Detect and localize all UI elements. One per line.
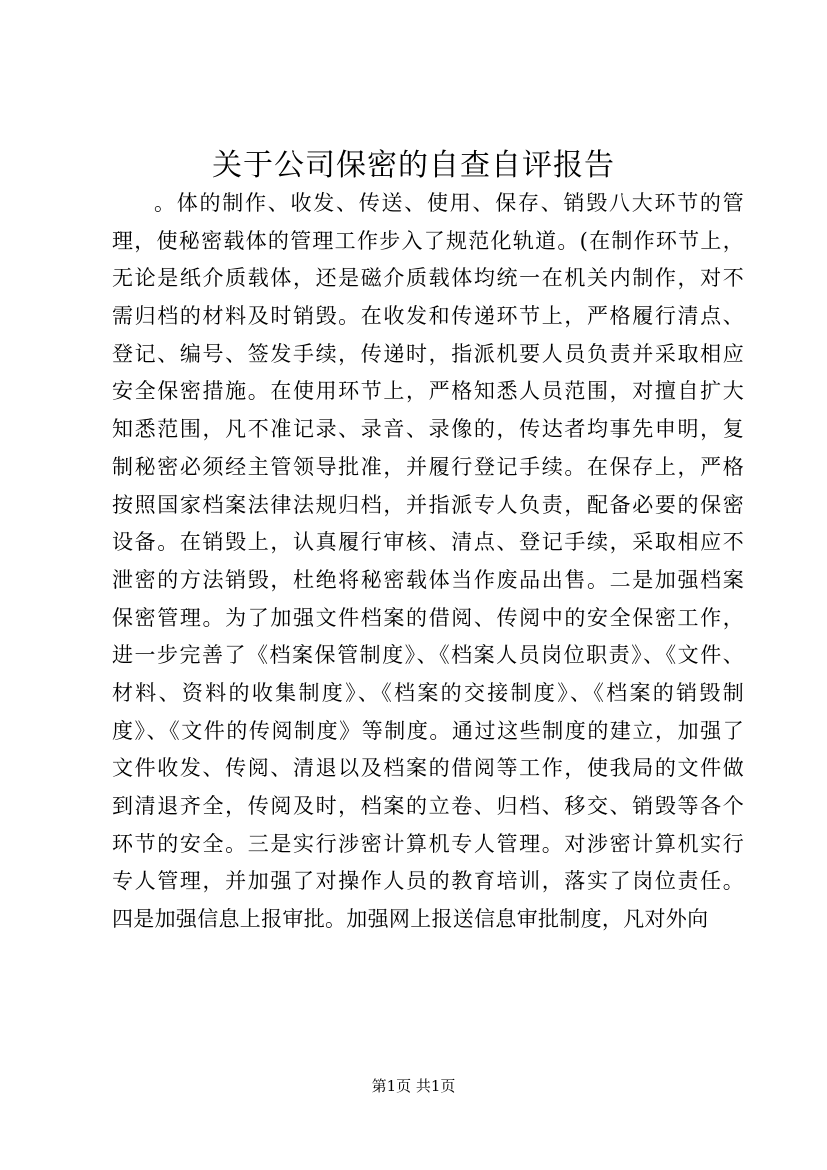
page-footer: 第1页 共1页 <box>371 1077 456 1095</box>
body-line: 设备。在销毁上，认真履行审核、清点、登记手续，采取相应不 <box>112 530 744 555</box>
body-line: 四是加强信息上报审批。加强网上报送信息审批制度，凡对外向 <box>112 907 709 932</box>
document-body <box>112 185 744 939</box>
body-line: 度》、《文件的传阅制度》等制度。通过这些制度的建立，加强了 <box>112 718 744 743</box>
body-line: 文件收发、传阅、清退以及档案的借阅等工作，使我局的文件做 <box>112 756 744 781</box>
body-line: 登记、编号、签发手续，传递时，指派机要人员负责并采取相应 <box>112 341 744 366</box>
body-line: 理，使秘密载体的管理工作步入了规范化轨道。(在制作环节上， <box>112 228 744 253</box>
body-line: 无论是纸介质载体，还是磁介质载体均统一在机关内制作，对不 <box>112 266 744 291</box>
document-title: 关于公司保密的自查自评报告 <box>212 148 615 183</box>
body-line: 制秘密必须经主管领导批准，并履行登记手续。在保存上，严格 <box>112 454 744 479</box>
body-line: 需归档的材料及时销毁。在收发和传递环节上，严格履行清点、 <box>112 304 744 329</box>
body-line: 到清退齐全，传阅及时，档案的立卷、归档、移交、销毁等各个 <box>112 794 744 818</box>
body-line: 专人管理，并加强了对操作人员的教育培训，落实了岗位责任。 <box>112 869 744 894</box>
body-line: 环节的安全。三是实行涉密计算机专人管理。对涉密计算机实行 <box>112 831 744 856</box>
body-line: 泄密的方法销毁，杜绝将秘密载体当作废品出售。二是加强档案 <box>112 567 744 592</box>
body-line: 安全保密措施。在使用环节上，严格知悉人员范围，对擅自扩大 <box>112 379 744 404</box>
body-line: 材料、资料的收集制度》、《档案的交接制度》、《档案的销毁制 <box>112 680 744 705</box>
body-line: 知悉范围，凡不准记录、录音、录像的，传达者均事先申明，复 <box>112 417 744 442</box>
body-line: 保密管理。为了加强文件档案的借阅、传阅中的安全保密工作， <box>112 605 744 630</box>
body-line: 。体的制作、收发、传送、使用、保存、销毁八大环节的管 <box>154 191 744 215</box>
body-line: 进一步完善了《档案保管制度》、《档案人员岗位职责》、《文件、 <box>112 643 744 668</box>
body-line: 按照国家档案法律法规归档，并指派专人负责，配备必要的保密 <box>112 492 744 517</box>
